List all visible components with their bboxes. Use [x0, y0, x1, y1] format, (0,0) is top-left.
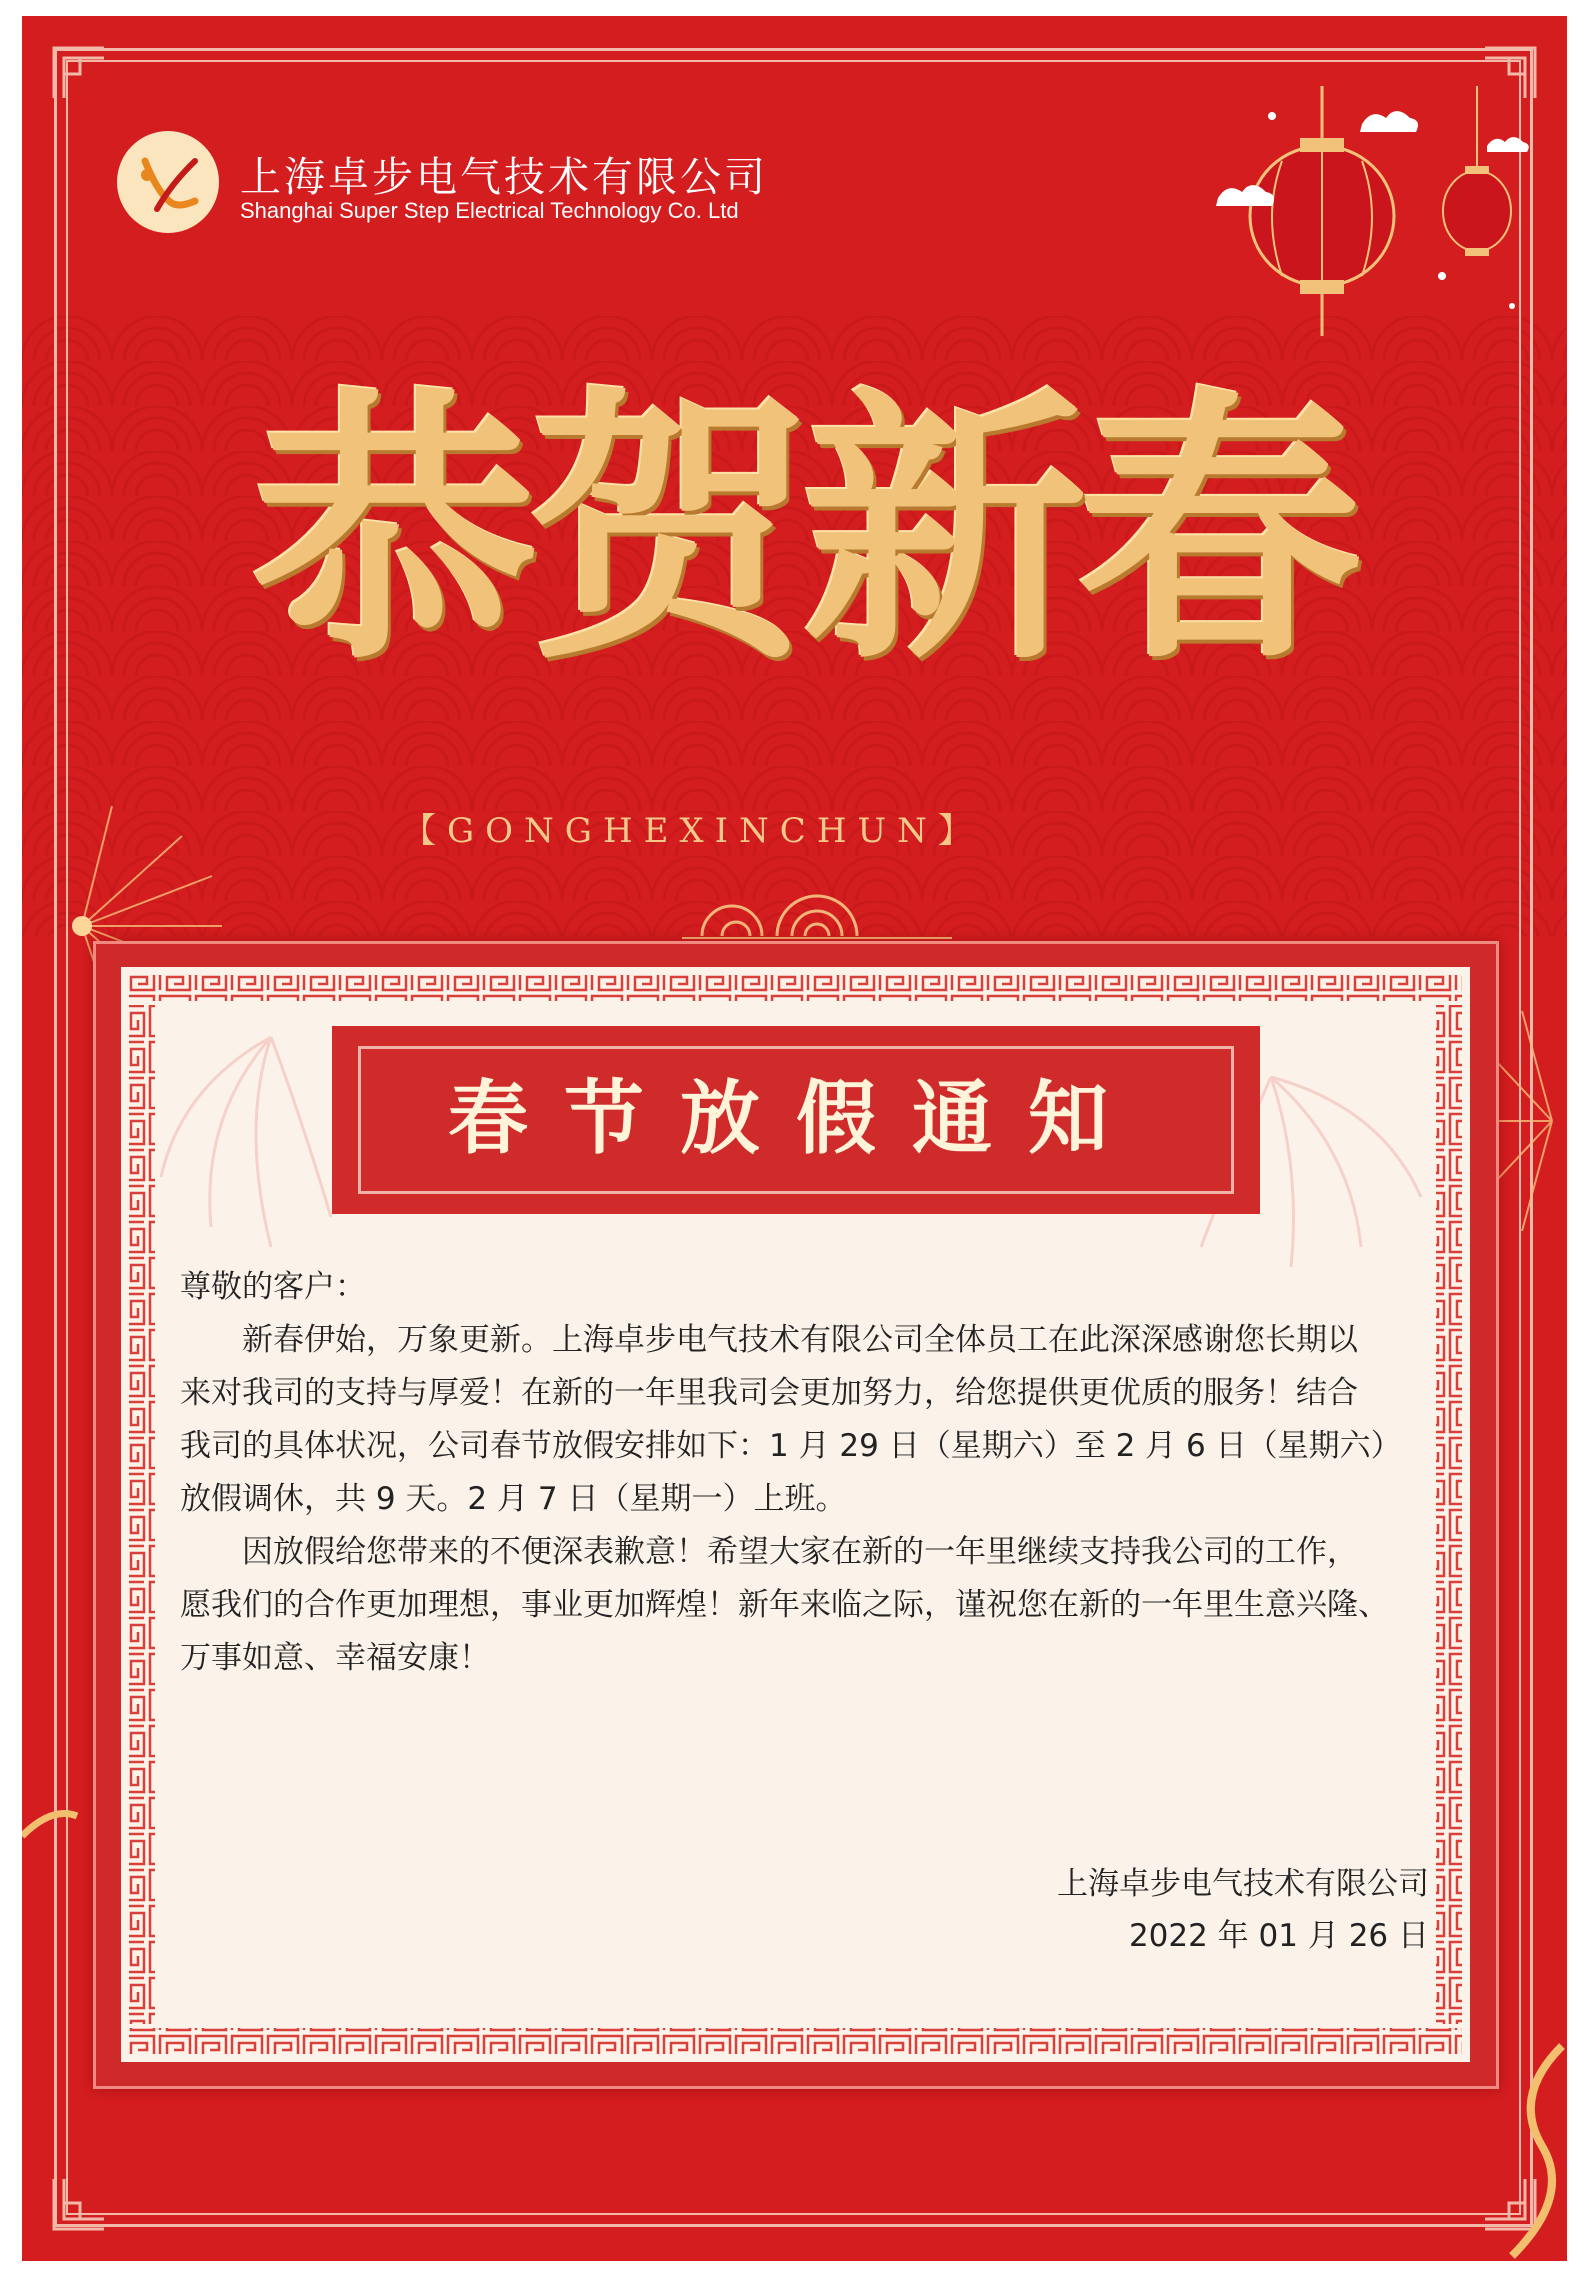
- signature: [1057, 1858, 1429, 1962]
- greeting-pinyin: 【GONGHEXINCHUN】: [402, 811, 983, 851]
- ribbon-bottom-right: [1452, 2036, 1567, 2261]
- notice-title: 春节放假通知: [448, 1071, 1144, 1165]
- company-name-cn: 上海卓步电气技术有限公司: [240, 153, 768, 201]
- greeting-line: 尊敬的客户：: [180, 1269, 366, 1305]
- company-logo: [117, 131, 219, 233]
- paragraph-line: 万事如意、幸福安康！: [180, 1640, 490, 1676]
- paragraph-line: 新春伊始，万象更新。上海卓步电气技术有限公司全体员工在此深深感谢您长期以: [242, 1322, 1358, 1358]
- paragraph-line: 愿我们的合作更加理想，事业更加辉煌！新年来临之际，谨祝您在新的一年里生意兴隆、: [180, 1587, 1389, 1623]
- paragraph-line: 我司的具体状况，公司春节放假安排如下：1 月 29 日（星期六）至 2 月 6 日（星期六）: [180, 1428, 1402, 1464]
- notice-body: [180, 1261, 1460, 1685]
- signature-company: 上海卓步电气技术有限公司: [1057, 1866, 1429, 1902]
- cloud-ornament: [682, 866, 952, 941]
- corner-ornament-top-left: [50, 44, 108, 102]
- greeting-title: 恭贺新春: [252, 363, 1352, 698]
- company-name-en: Shanghai Super Step Electrical Technology Co. Ltd: [240, 198, 739, 223]
- signature-date: 2022 年 01 月 26 日: [1128, 1918, 1429, 1954]
- corner-ornament-bottom-left: [50, 2175, 108, 2233]
- runner-logo-icon: [117, 131, 219, 233]
- ribbon-left: [22, 1796, 82, 1876]
- paragraph-line: 来对我司的支持与厚爱！在新的一年里我司会更加努力，给您提供更优质的服务！结合: [180, 1375, 1358, 1411]
- paragraph-line: 放假调休，共 9 天。2 月 7 日（星期一）上班。: [180, 1481, 847, 1517]
- poster: [22, 16, 1567, 2261]
- paragraph-line: 因放假给您带来的不便深表歉意！希望大家在新的一年里继续支持我公司的工作，: [242, 1534, 1358, 1570]
